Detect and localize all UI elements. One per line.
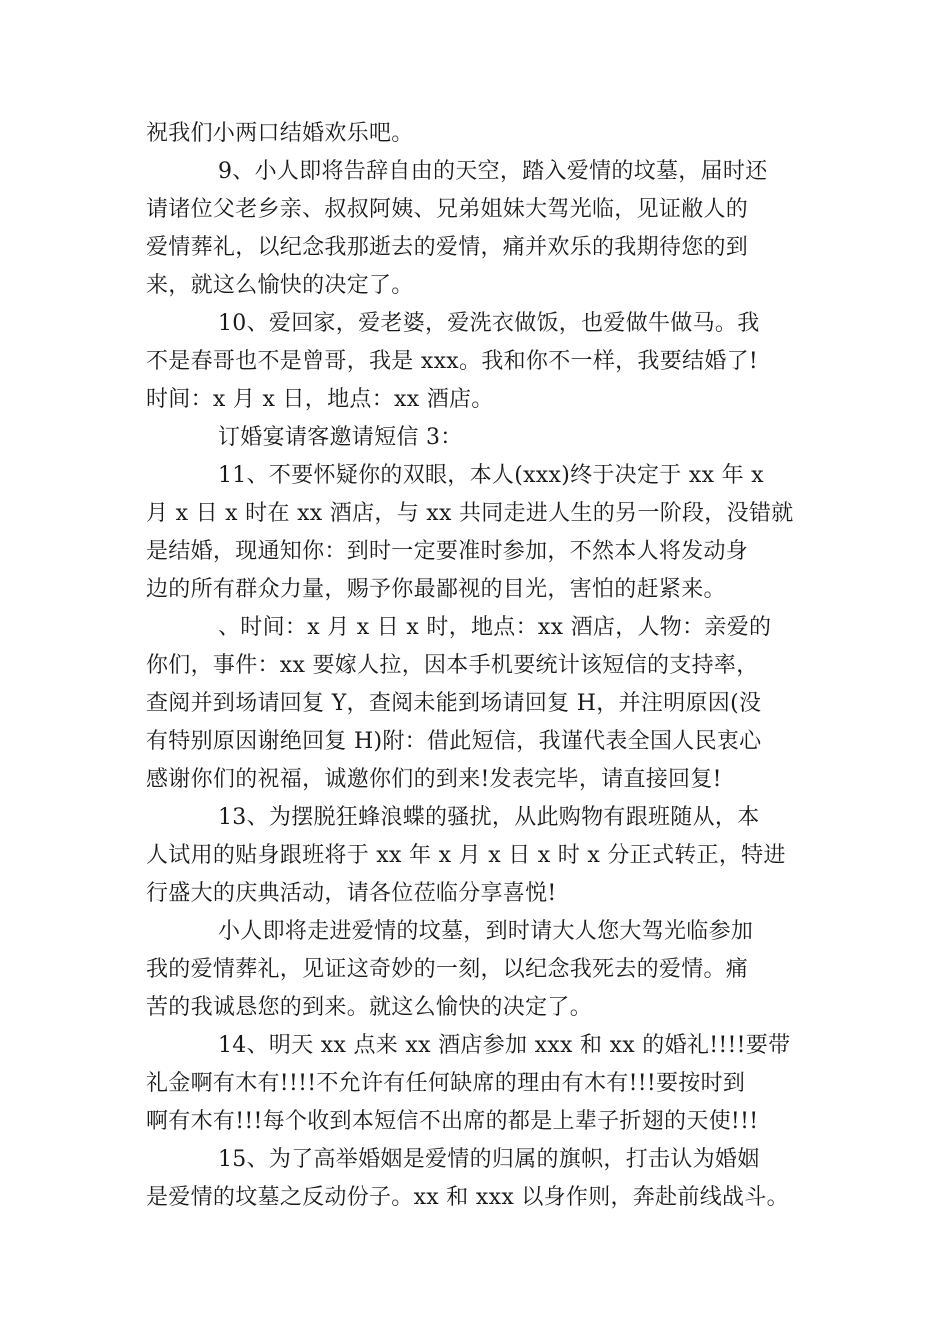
text-line: 时间：x 月 x 日，地点：xx 酒店。 xyxy=(146,387,494,412)
text-line: 9、小人即将告辞自由的天空，踏入爱情的坟墓，届时还 xyxy=(218,159,768,184)
text-line: 来，就这么愉快的决定了。 xyxy=(146,273,414,298)
text-line: 祝我们小两口结婚欢乐吧。 xyxy=(146,121,414,146)
text-line: 11、不要怀疑你的双眼，本人(xxx)终于决定于 xx 年 x xyxy=(218,463,764,488)
text-line: 礼金啊有木有!!!!不允许有任何缺席的理由有木有!!!要按时到 xyxy=(146,1071,746,1096)
text-line: 感谢你们的祝福，诚邀你们的到来!发表完毕，请直接回复! xyxy=(146,767,722,792)
text-line: 是结婚，现通知你：到时一定要准时参加，不然本人将发动身 xyxy=(146,539,749,564)
text-line: 人试用的贴身跟班将于 xx 年 x 月 x 日 x 时 x 分正式转正，特进 xyxy=(146,843,786,868)
text-line: 月 x 日 x 时在 xx 酒店，与 xx 共同走进人生的另一阶段，没错就 xyxy=(146,501,794,526)
text-line: 苦的我诚恳您的到来。就这么愉快的决定了。 xyxy=(146,995,593,1020)
text-line: 不是春哥也不是曾哥，我是 xxx。我和你不一样，我要结婚了! xyxy=(146,349,759,374)
text-line: 我的爱情葬礼，见证这奇妙的一刻，以纪念我死去的爱情。痛 xyxy=(146,957,749,982)
text-line: 13、为摆脱狂蜂浪蝶的骚扰，从此购物有跟班随从，本 xyxy=(218,805,760,830)
text-line: 14、明天 xx 点来 xx 酒店参加 xxx 和 xx 的婚礼!!!!要带 xyxy=(218,1033,791,1058)
text-line: 请诸位父老乡亲、叔叔阿姨、兄弟姐妹大驾光临，见证敝人的 xyxy=(146,197,749,222)
text-line: 查阅并到场请回复 Y，查阅未能到场请回复 H，并注明原因(没 xyxy=(146,691,762,716)
text-line: 是爱情的坟墓之反动份子。xx 和 xxx 以身作则，奔赴前线战斗。 xyxy=(146,1185,789,1210)
document-body xyxy=(146,115,810,1217)
text-line: 15、为了高举婚姻是爱情的归属的旗帜，打击认为婚姻 xyxy=(218,1147,760,1172)
text-line: 爱情葬礼，以纪念我那逝去的爱情，痛并欢乐的我期待您的到 xyxy=(146,235,749,260)
text-line: 有特别原因谢绝回复 H)附：借此短信，我谨代表全国人民衷心 xyxy=(146,729,762,754)
text-line: 10、爱回家，爱老婆，爱洗衣做饭，也爱做牛做马。我 xyxy=(218,311,760,336)
text-line: 你们，事件：xx 要嫁人拉，因本手机要统计该短信的支持率， xyxy=(146,653,759,678)
text-line: 啊有木有!!!每个收到本短信不出席的都是上辈子折翅的天使!!! xyxy=(146,1109,759,1134)
section-heading: 订婚宴请客邀请短信 3： xyxy=(218,425,463,450)
text-line: 边的所有群众力量，赐予你最鄙视的目光，害怕的赶紧来。 xyxy=(146,577,726,602)
text-line: 、时间：x 月 x 日 x 时，地点：xx 酒店，人物：亲爱的 xyxy=(218,615,772,640)
text-line: 小人即将走进爱情的坟墓，到时请大人您大驾光临参加 xyxy=(218,919,754,944)
text-line: 行盛大的庆典活动，请各位莅临分享喜悦! xyxy=(146,881,557,906)
